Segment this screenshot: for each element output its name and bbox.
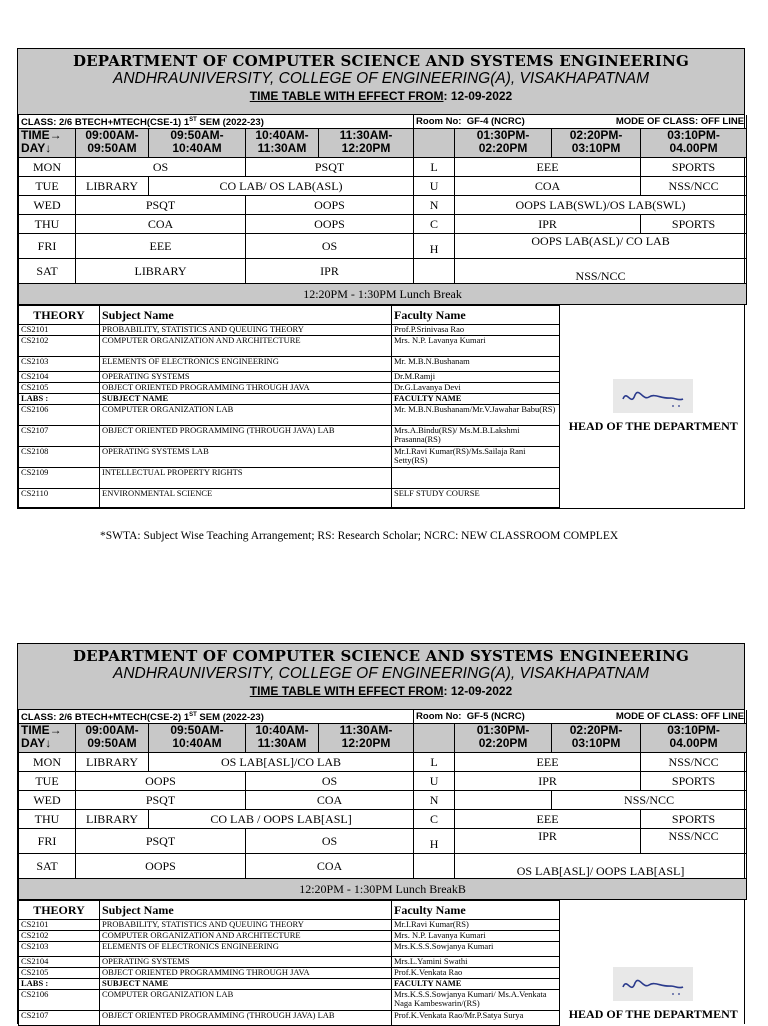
pm-cell: EEE: [455, 753, 641, 772]
slot-lunch: [414, 129, 455, 158]
slot-3: 10:40AM- 11:30AM: [246, 724, 319, 753]
am-cell: CO LAB/ OS LAB(ASL): [149, 177, 414, 196]
subject-header: Subject Name: [100, 306, 392, 325]
am-cell: COA: [246, 854, 414, 879]
table-cell: Mr. M.B.N.Bushanam/Mr.V.Jawahar Babu(RS): [392, 405, 560, 426]
day-name: FRI: [19, 234, 76, 259]
hod-signature-block: [560, 901, 747, 1026]
table-cell: OPERATING SYSTEMS: [100, 372, 392, 383]
hod-label: HEAD OF THE DEPARTMENT: [568, 1006, 738, 1021]
lunch-letter: H: [414, 234, 455, 259]
pm-cell: IPR: [455, 215, 641, 234]
pm-cell: IPR: [455, 772, 641, 791]
day-name: MON: [19, 158, 76, 177]
lunch-letter: [414, 854, 455, 879]
table-cell: Mr.I.Ravi Kumar(RS): [392, 920, 560, 931]
table-cell: ELEMENTS OF ELECTRONICS ENGINEERING: [100, 942, 392, 957]
table-cell: Prof.K.Venkata Rao/Mr.P.Satya Surya: [392, 1011, 560, 1026]
pm-cell: SPORTS: [641, 158, 747, 177]
am-cell: LIBRARY: [76, 177, 149, 196]
lunch-letter: H: [414, 829, 455, 854]
am-cell: LIBRARY: [76, 259, 246, 284]
slot-lunch: [414, 724, 455, 753]
lunch-letter: C: [414, 215, 455, 234]
pm-cell: NSS/NCC: [641, 177, 747, 196]
lunch-letter: U: [414, 177, 455, 196]
table-cell: COMPUTER ORGANIZATION LAB: [100, 405, 392, 426]
table-cell: Mrs.K.S.S.Sowjanya Kumari: [392, 942, 560, 957]
table-cell: SUBJECT NAME: [100, 979, 392, 990]
table-cell: Prof.P.Srinivasa Rao: [392, 325, 560, 336]
lunch-break-row: [19, 284, 747, 305]
am-cell: OS: [76, 158, 246, 177]
table-cell: Mrs. N.P. Lavanya Kumari: [392, 336, 560, 357]
lunch-letter: L: [414, 158, 455, 177]
am-cell: OOPS: [246, 196, 414, 215]
lunch-letter: N: [414, 196, 455, 215]
day-row-fri: [19, 829, 747, 854]
lunch-letter: [414, 259, 455, 284]
slot-6: 02:20PM- 03:10PM: [552, 129, 641, 158]
table-cell: CS2101: [19, 920, 100, 931]
table-cell: CS2106: [19, 405, 100, 426]
time-day-label: TIME→ DAY↓: [19, 724, 76, 753]
day-row-tue: [19, 772, 747, 791]
am-cell: LIBRARY: [76, 810, 149, 829]
pm-cell: OS LAB[ASL]/ OOPS LAB[ASL]: [455, 854, 747, 879]
table-cell: Mrs.A.Bindu(RS)/ Ms.M.B.Lakshmi Prasanna(RS): [392, 426, 560, 447]
table-cell: CS2108: [19, 447, 100, 468]
faculty-header: Faculty Name: [392, 306, 560, 325]
table-cell: OBJECT ORIENTED PROGRAMMING THROUGH JAVA: [100, 383, 392, 394]
am-cell: OS LAB[ASL]/CO LAB: [149, 753, 414, 772]
am-cell: PSQT: [76, 196, 246, 215]
hod-signature-block: [560, 306, 747, 508]
table-cell: CS2106: [19, 990, 100, 1011]
lunch-letter: U: [414, 772, 455, 791]
table-cell: Dr.M.Ramji: [392, 372, 560, 383]
university-name: ANDHRAUNIVERSITY, COLLEGE OF ENGINEERING(A), VISAKHAPATNAM: [112, 665, 649, 682]
table-cell: CS2107: [19, 426, 100, 447]
am-cell: OS: [246, 234, 414, 259]
table-cell: LABS :: [19, 979, 100, 990]
slot-1: 09:00AM- 09:50AM: [76, 724, 149, 753]
table-cell: PROBABILITY, STATISTICS AND QUEUING THEORY: [100, 325, 392, 336]
time-row: [19, 129, 747, 158]
university-name: ANDHRAUNIVERSITY, COLLEGE OF ENGINEERING(A), VISAKHAPATNAM: [112, 70, 649, 87]
am-cell: PSQT: [246, 158, 414, 177]
day-row-wed: [19, 791, 747, 810]
am-cell: OS: [246, 772, 414, 791]
table-cell: CS2107: [19, 1011, 100, 1026]
timetable-header: [18, 644, 744, 710]
table-cell: FACULTY NAME: [392, 979, 560, 990]
table-cell: OBJECT ORIENTED PROGRAMMING (THROUGH JAVA) LAB: [100, 426, 392, 447]
slot-4: 11:30AM- 12:20PM: [319, 724, 414, 753]
pm-cell: NSS/NCC: [641, 753, 747, 772]
am-cell: OOPS: [76, 854, 246, 879]
day-name: WED: [19, 196, 76, 215]
pm-cell: COA: [455, 177, 641, 196]
lunch-break-row: [19, 879, 747, 900]
am-cell: EEE: [76, 234, 246, 259]
table-cell: INTELLECTUAL PROPERTY RIGHTS: [100, 468, 392, 489]
room-info: Room No: GF-5 (NCRC): [414, 710, 552, 724]
pm-cell: SPORTS: [641, 810, 747, 829]
day-row-sat: [19, 854, 747, 879]
table-cell: OPERATING SYSTEMS LAB: [100, 447, 392, 468]
slot-7: 03:10PM- 04.00PM: [641, 724, 747, 753]
lunch-letter: N: [414, 791, 455, 810]
room-info: Room No: GF-4 (NCRC): [414, 115, 552, 129]
day-name: MON: [19, 753, 76, 772]
table-cell: Mr. M.B.N.Bushanam: [392, 357, 560, 372]
table-cell: CS2103: [19, 357, 100, 372]
table-cell: COMPUTER ORGANIZATION AND ARCHITECTURE: [100, 336, 392, 357]
table-cell: Dr.G.Lavanya Devi: [392, 383, 560, 394]
subjects-table: [18, 900, 747, 1026]
signature: [613, 379, 693, 413]
effective-date: TIME TABLE WITH EFFECT FROM: 12-09-2022: [249, 684, 513, 698]
pm-cell: [455, 791, 552, 810]
pm-cell: EEE: [455, 810, 641, 829]
table-cell: COMPUTER ORGANIZATION AND ARCHITECTURE: [100, 931, 392, 942]
mode-of-class: MODE OF CLASS: OFF LINE: [552, 710, 747, 724]
lunch-break: 12:20PM - 1:30PM Lunch Break: [19, 284, 747, 305]
table-cell: CS2104: [19, 957, 100, 968]
pm-cell: NSS/NCC: [641, 829, 747, 854]
am-cell: CO LAB / OOPS LAB[ASL]: [149, 810, 414, 829]
subject-header: Subject Name: [100, 901, 392, 920]
table-cell: ENVIRONMENTAL SCIENCE: [100, 489, 392, 508]
day-row-mon: [19, 753, 747, 772]
day-row-wed: [19, 196, 747, 215]
table-cell: CS2105: [19, 968, 100, 979]
table-cell: CS2101: [19, 325, 100, 336]
faculty-header: Faculty Name: [392, 901, 560, 920]
effective-date: TIME TABLE WITH EFFECT FROM: 12-09-2022: [249, 89, 513, 103]
day-name: TUE: [19, 177, 76, 196]
table-cell: PROBABILITY, STATISTICS AND QUEUING THEORY: [100, 920, 392, 931]
am-cell: PSQT: [76, 791, 246, 810]
department-title: DEPARTMENT OF COMPUTER SCIENCE AND SYSTEMS ENGINEERING: [72, 52, 690, 70]
table-cell: CS2104: [19, 372, 100, 383]
table-cell: ELEMENTS OF ELECTRONICS ENGINEERING: [100, 357, 392, 372]
signature: [613, 967, 693, 1001]
pm-cell: IPR: [455, 829, 641, 854]
table-cell: Mrs.K.S.S.Sowjanya Kumari/ Ms.A.Venkata Naga Kambeswarin/(RS): [392, 990, 560, 1011]
class-info-row: [19, 115, 747, 129]
department-title: DEPARTMENT OF COMPUTER SCIENCE AND SYSTEMS ENGINEERING: [72, 647, 690, 665]
day-row-mon: [19, 158, 747, 177]
lunch-break: 12:20PM - 1:30PM Lunch BreakB: [19, 879, 747, 900]
table-cell: OBJECT ORIENTED PROGRAMMING THROUGH JAVA: [100, 968, 392, 979]
day-name: THU: [19, 810, 76, 829]
subjects-header-row: [19, 901, 747, 920]
am-cell: OOPS: [246, 215, 414, 234]
table-cell: CS2102: [19, 336, 100, 357]
day-row-tue: [19, 177, 747, 196]
am-cell: COA: [76, 215, 246, 234]
table-cell: FACULTY NAME: [392, 394, 560, 405]
slot-7: 03:10PM- 04.00PM: [641, 129, 747, 158]
slot-6: 02:20PM- 03:10PM: [552, 724, 641, 753]
pm-cell: OOPS LAB(SWL)/OS LAB(SWL): [455, 196, 747, 215]
timetable-2: [17, 643, 745, 1024]
table-cell: COMPUTER ORGANIZATION LAB: [100, 990, 392, 1011]
theory-header: THEORY: [19, 306, 100, 325]
hod-label: HEAD OF THE DEPARTMENT: [568, 419, 738, 434]
lunch-letter: C: [414, 810, 455, 829]
slot-1: 09:00AM- 09:50AM: [76, 129, 149, 158]
subjects-header-row: [19, 306, 747, 325]
table-cell: SELF STUDY COURSE: [392, 489, 560, 508]
schedule-grid: [18, 115, 747, 305]
am-cell: PSQT: [76, 829, 246, 854]
slot-4: 11:30AM- 12:20PM: [319, 129, 414, 158]
table-cell: SUBJECT NAME: [100, 394, 392, 405]
day-name: TUE: [19, 772, 76, 791]
pm-cell: SPORTS: [641, 772, 747, 791]
am-cell: IPR: [246, 259, 414, 284]
day-name: WED: [19, 791, 76, 810]
table-cell: Mr.I.Ravi Kumar(RS)/Ms.Sailaja Rani Setty(RS): [392, 447, 560, 468]
table-cell: [392, 468, 560, 489]
day-name: THU: [19, 215, 76, 234]
am-cell: COA: [246, 791, 414, 810]
table-cell: CS2109: [19, 468, 100, 489]
class-label: CLASS: 2/6 BTECH+MTECH(CSE-2) 1ST SEM (2022-23): [19, 710, 414, 724]
footnote: *SWTA: Subject Wise Teaching Arrangement; RS: Research Scholar; NCRC: NEW CLASSROOM COMPLEX: [100, 530, 619, 542]
day-row-sat: [19, 259, 747, 284]
table-cell: CS2103: [19, 942, 100, 957]
slot-2: 09:50AM- 10:40AM: [149, 724, 246, 753]
table-cell: CS2105: [19, 383, 100, 394]
table-cell: LABS :: [19, 394, 100, 405]
slot-5: 01:30PM- 02:20PM: [455, 724, 552, 753]
table-cell: Mrs. N.P. Lavanya Kumari: [392, 931, 560, 942]
table-cell: CS2110: [19, 489, 100, 508]
theory-header: THEORY: [19, 901, 100, 920]
timetable-header: [18, 49, 744, 115]
pm-cell: EEE: [455, 158, 641, 177]
day-name: SAT: [19, 854, 76, 879]
pm-cell: NSS/NCC: [552, 791, 747, 810]
slot-5: 01:30PM- 02:20PM: [455, 129, 552, 158]
table-cell: OBJECT ORIENTED PROGRAMMING (THROUGH JAVA) LAB: [100, 1011, 392, 1026]
table-cell: OPERATING SYSTEMS: [100, 957, 392, 968]
slot-2: 09:50AM- 10:40AM: [149, 129, 246, 158]
am-cell: OS: [246, 829, 414, 854]
table-cell: Mrs.L.Yamini Swathi: [392, 957, 560, 968]
time-day-label: TIME→ DAY↓: [19, 129, 76, 158]
timetable-1: [17, 48, 745, 509]
pm-cell: OOPS LAB(ASL)/ CO LAB: [455, 234, 747, 259]
day-row-thu: [19, 810, 747, 829]
day-name: SAT: [19, 259, 76, 284]
day-name: FRI: [19, 829, 76, 854]
class-info-row: [19, 710, 747, 724]
class-label: CLASS: 2/6 BTECH+MTECH(CSE-1) 1ST SEM (2022-23): [19, 115, 414, 129]
mode-of-class: MODE OF CLASS: OFF LINE: [552, 115, 747, 129]
am-cell: LIBRARY: [76, 753, 149, 772]
subjects-table: [18, 305, 747, 508]
time-row: [19, 724, 747, 753]
pm-cell: SPORTS: [641, 215, 747, 234]
table-cell: CS2102: [19, 931, 100, 942]
pm-cell: NSS/NCC: [455, 259, 747, 284]
day-row-thu: [19, 215, 747, 234]
table-cell: Prof.K.Venkata Rao: [392, 968, 560, 979]
slot-3: 10:40AM- 11:30AM: [246, 129, 319, 158]
day-row-fri: [19, 234, 747, 259]
am-cell: OOPS: [76, 772, 246, 791]
schedule-grid: [18, 710, 747, 900]
lunch-letter: L: [414, 753, 455, 772]
